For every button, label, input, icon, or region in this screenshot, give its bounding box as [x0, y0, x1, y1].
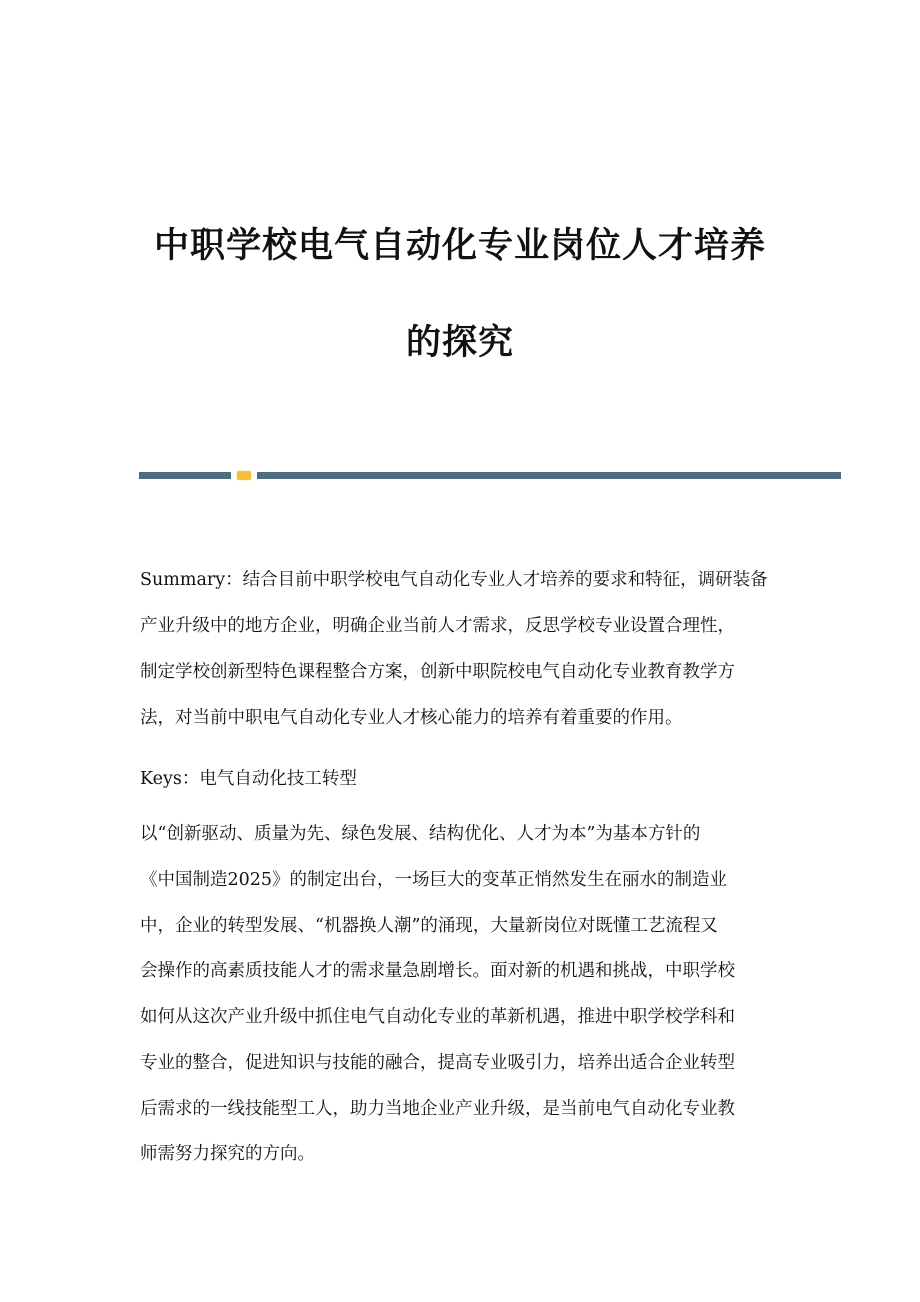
divider-bar-right: [257, 472, 841, 479]
divider-bar-left: [139, 472, 231, 479]
body-line: 专业的整合，促进知识与技能的融合，提高专业吸引力，培养出适合企业转型: [140, 1053, 735, 1073]
summary-line: 法，对当前中职电气自动化专业人才核心能力的培养有着重要的作用。: [140, 708, 683, 728]
title-line-1: 中职学校电气自动化专业岗位人才培养: [153, 225, 766, 266]
summary-line: 制定学校创新型特色课程整合方案，创新中职院校电气自动化专业教育教学方: [140, 662, 735, 682]
body-line: 以“创新驱动、质量为先、绿色发展、结构优化、人才为本”为基本方针的: [140, 824, 701, 844]
body-line: 中，企业的转型发展、“机器换人潮”的涌现，大量新岗位对既懂工艺流程又: [140, 916, 718, 936]
summary-line: Summary：结合目前中职学校电气自动化专业人才培养的要求和特征，调研装备: [140, 570, 768, 590]
body-line: 后需求的一线技能型工人，助力当地企业产业升级，是当前电气自动化专业教: [140, 1099, 735, 1119]
title-line-2: 的探究: [405, 322, 514, 363]
body-line: 师需努力探究的方向。: [140, 1144, 315, 1164]
summary-line: 产业升级中的地方企业，明确企业当前人才需求，反思学校专业设置合理性，: [140, 616, 735, 636]
body-line: 会操作的高素质技能人才的需求量急剧增长。面对新的机遇和挑战，中职学校: [140, 961, 735, 981]
keywords: Keys：电气自动化技工转型: [140, 769, 357, 789]
body-line: 如何从这次产业升级中抓住电气自动化专业的革新机遇，推进中职学校学科和: [140, 1007, 735, 1027]
divider-ornament-icon: [237, 471, 251, 480]
body-line: 《中国制造2025》的制定出台，一场巨大的变革正悄然发生在丽水的制造业: [140, 870, 728, 890]
